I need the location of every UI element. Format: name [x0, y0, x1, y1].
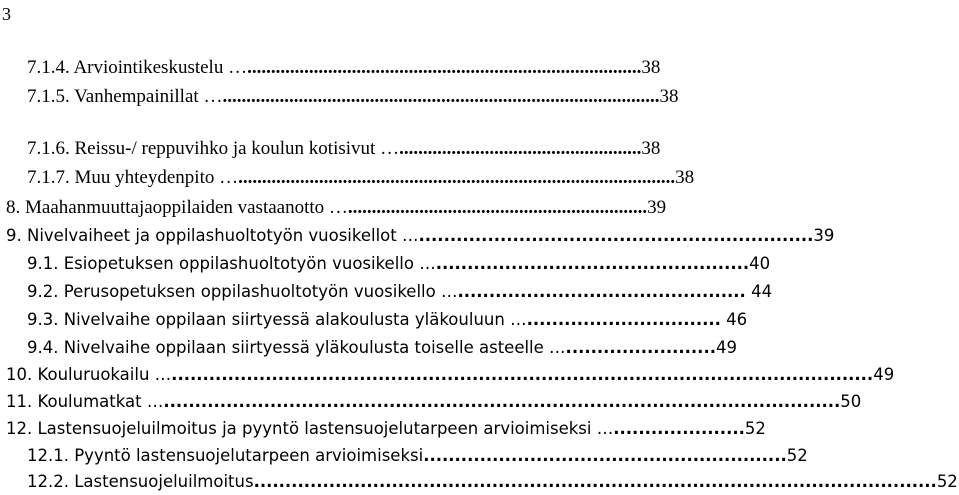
toc-entry[interactable]	[6, 389, 952, 415]
toc-entry-ellipsis: …	[396, 226, 419, 245]
toc-entry-ellipsis: …	[413, 254, 436, 273]
toc-entry-ellipsis: …	[198, 86, 223, 107]
toc-entry[interactable]	[27, 335, 952, 361]
toc-entry-ellipsis: …	[375, 138, 400, 159]
toc-entry[interactable]	[27, 443, 952, 469]
toc-entry-ellipsis: …	[324, 197, 348, 218]
toc-entry-title: 12.1. Pyyntö lastensuojelutarpeen arvioimiseksi	[27, 446, 424, 465]
toc-entry-ellipsis: …	[223, 57, 248, 78]
toc-entry-title: 12. Lastensuojeluilmoitus ja pyyntö lastensuojelutarpeen arvioimiseksi	[6, 419, 592, 438]
toc-entry-title: 9.1. Esiopetuksen oppilashuoltotyön vuosikello	[27, 254, 414, 273]
toc-entry-title: 9. Nivelvaiheet ja oppilashuoltotyön vuosikellot	[6, 226, 397, 245]
toc-entry-ellipsis: …	[149, 365, 172, 384]
toc-entry[interactable]	[27, 55, 952, 81]
toc-dot-leader: ...............................................................	[418, 226, 814, 245]
toc-entry-title: 7.1.4. Arviointikeskustelu	[27, 57, 224, 78]
toc-entry[interactable]	[6, 416, 952, 442]
toc-entry-page: 44	[745, 282, 773, 301]
toc-entry[interactable]	[27, 251, 952, 277]
toc-entry[interactable]	[6, 223, 952, 249]
toc-entry-title: 9.4. Nivelvaihe oppilaan siirtyessä yläkoulusta toiselle asteelle	[27, 338, 544, 357]
toc-entry-title: 9.3. Nivelvaihe oppilaan siirtyessä alakoulusta yläkouluun	[27, 310, 505, 329]
toc-entry-ellipsis: …	[214, 167, 239, 188]
toc-entry[interactable]	[27, 279, 952, 305]
toc-entry[interactable]	[6, 195, 952, 221]
toc-entry-page: 46	[720, 310, 748, 329]
toc-entry-title: 12.2. Lastensuojeluilmoitus	[27, 472, 254, 491]
toc-dot-leader: ...............................................................	[347, 197, 648, 218]
toc-dot-leader: ..............................................	[457, 282, 746, 301]
toc-entry-page: 38	[659, 86, 679, 107]
toc-dot-leader: ...................................................................................	[247, 57, 642, 78]
toc-dot-leader: ............................................................................................	[222, 86, 660, 107]
toc-entry-ellipsis: …	[435, 282, 458, 301]
toc-entry-page: 40	[749, 254, 771, 273]
toc-dot-leader: ...............................	[526, 310, 721, 329]
toc-entry-page: 38	[641, 57, 661, 78]
toc-dot-leader: ............................................................................................	[238, 167, 676, 188]
toc-entry-title: 7.1.6. Reissu-/ reppuvihko ja koulun kotisivut	[27, 138, 376, 159]
toc-entry-title: 8. Maahanmuuttajaoppilaiden vastaanotto	[6, 197, 325, 218]
toc-entry-title: 9.2. Perusopetuksen oppilashuoltotyön vuosikello	[27, 282, 436, 301]
toc-entry-title: 7.1.5. Vanhempainillat	[27, 86, 199, 107]
toc-entry-page: 38	[641, 138, 661, 159]
toc-entry-page: 39	[647, 197, 667, 218]
toc-entry-page: 52	[744, 419, 766, 438]
toc-entry-page: 52	[786, 446, 808, 465]
toc-entry-page: 50	[840, 392, 862, 411]
toc-entry[interactable]	[27, 469, 958, 495]
toc-dot-leader: ..................................................	[435, 254, 750, 273]
toc-entry[interactable]	[27, 165, 952, 191]
toc-dot-leader: ........................	[565, 338, 716, 357]
toc-entry-ellipsis: …	[591, 419, 614, 438]
toc-dot-leader: ............................................................................................................	[163, 392, 841, 411]
toc-entry-title: 7.1.7. Muu yhteydenpito	[27, 167, 215, 188]
toc-entry[interactable]	[27, 307, 952, 333]
toc-dot-leader: .....................	[613, 419, 745, 438]
toc-entry-ellipsis: …	[543, 338, 566, 357]
toc-entry-ellipsis: …	[504, 310, 527, 329]
toc-entry-page: 39	[813, 226, 835, 245]
toc-entry-title: 11. Koulumatkat	[6, 392, 142, 411]
toc-dot-leader: ..........................................................	[423, 446, 787, 465]
toc-entry[interactable]	[6, 362, 952, 388]
toc-entry-page: 49	[873, 365, 895, 384]
toc-entry[interactable]	[27, 84, 952, 110]
toc-entry-ellipsis: …	[141, 392, 164, 411]
toc-dot-leader: ...................................................	[399, 138, 642, 159]
toc-entry-page: 52	[936, 472, 958, 491]
toc-entry[interactable]	[27, 136, 952, 162]
toc-entry-title: 10. Kouluruokailu	[6, 365, 150, 384]
page-number: 3	[2, 4, 11, 24]
toc-entry-page: 38	[675, 167, 695, 188]
toc-entry-page: 49	[715, 338, 737, 357]
toc-dot-leader: .............................................................................................................	[253, 472, 937, 491]
toc-dot-leader: ................................................................................................................	[171, 365, 874, 384]
